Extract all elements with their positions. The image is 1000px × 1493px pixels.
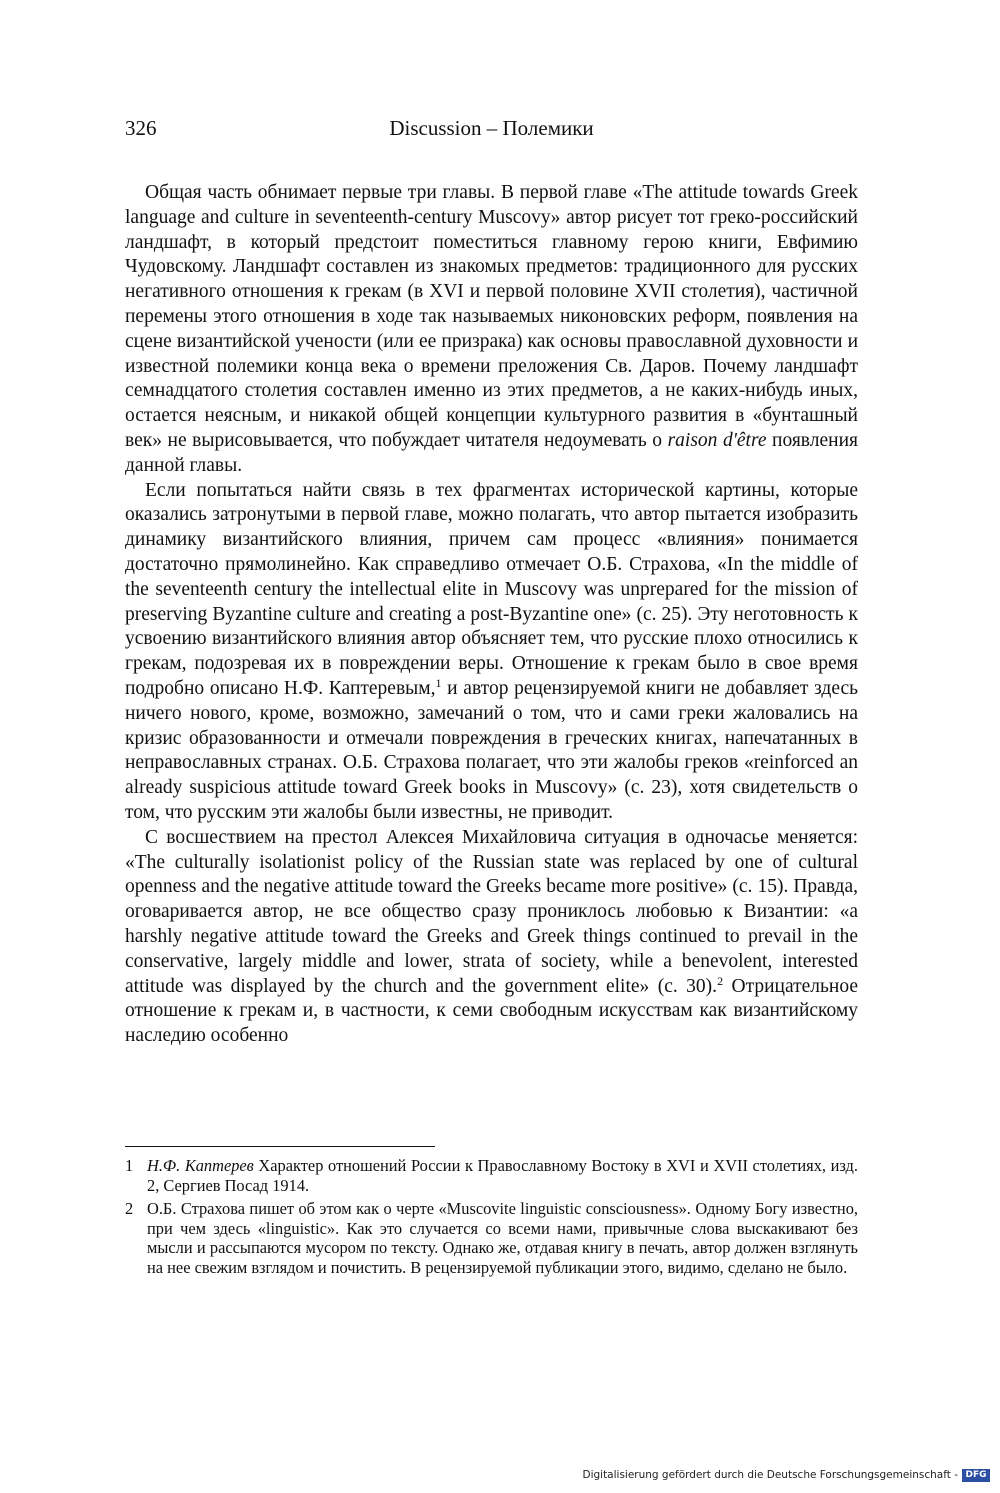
footnote-ref: 1	[435, 675, 442, 690]
italic-text: Н.Ф. Каптерев	[147, 1156, 254, 1175]
text-run: О.Б. Страхова пишет об этом как о черте «Muscovite linguistic consciousness». Одному Богу известно, при чем здесь «linguistic». Как это случается со всеми нами, привычные слова выскакивают без мысли и рассыпаются мусором по тексту. Однако же, отдавая книгу в печать, автор должен взглянуть на нее свежим взглядом и почистить. В рецензируемой публикации этого, видимо, сделано не было.	[147, 1199, 858, 1277]
footnote-2	[125, 1199, 858, 1277]
text-run: и автор рецензируемой книги не добавляет здесь ничего нового, кроме, возможно, замечаний о том, что и сами греки жаловались на кризис образованности и отмечали повреждения в греческих книгах, напечатанных в неправославных странах. О.Б. Страхова полагает, что эти жалобы греков «reinforced an already suspicious attitude toward Greek books in Muscovy» (c. 23), хотя свидетельств о том, что русским эти жалобы были известны, не приводит.	[125, 677, 859, 823]
text-run: С восшествием на престол Алексея Михайловича ситуация в одночасье меняется: «The culturally isolationist policy of the Russian state was replaced by one of cultural openness and the negative attitude toward the Greeks became more positive» (c. 15). Правда, оговаривается автор, не все общество сразу прониклось любовью к Византии: «a harshly negative attitude toward the Greeks and Greek things continued to prevail in the conservative, largely middle and lower, strata of society, while a benevolent, interested attitude was displayed by the church and the government elite» (c. 30).	[125, 826, 858, 997]
paragraph-2	[125, 479, 858, 826]
text-run: Если попытаться найти связь в тех фрагментах исторической картины, которые оказались затронутыми в первой главе, можно полагать, что автор пытается изобразить динамику византийского влияния, причем сам процесс «влияния» понимается достаточно прямолинейно. Как справедливо отмечает О.Б. Страхова, «In the middle of the seventeenth century the intellectual elite in Muscovy was unprepared for the mission of preserving Byzantine culture and creating a post-Byzantine one» (c. 25). Эту неготовность к усвоению византийского влияния автор объясняет тем, что русские плохо относились к грекам, подозревая их в повреждении веры. Отношение к грекам было в свое время подробно описано Н.Ф. Каптеревым,	[125, 479, 858, 699]
footnote-1	[125, 1156, 858, 1195]
attribution-text: Digitalisierung gefördert durch die Deutsche Forschungsgemeinschaft -	[582, 1469, 958, 1481]
body-text	[125, 181, 858, 1049]
footnote-number: 1	[125, 1156, 134, 1175]
footnotes	[125, 1156, 858, 1281]
paragraph-3	[125, 826, 858, 1049]
digitization-attribution	[582, 1469, 990, 1483]
footnote-separator	[125, 1146, 435, 1147]
text-run: Общая часть обнимает первые три главы. В первой главе «The attitude towards Greek language and culture in seventeenth-century Muscovy» автор рисует тот греко-российский ландшафт, в который предстоит поместиться главному герою книги, Евфимию Чудовскому. Ландшафт составлен из знакомых предметов: традиционного для русских негативного отношения к грекам (в XVI и первой половине XVII столетия), частичной перемены этого отношения в ходе так называемых никоновских реформ, появления на сцене византийской учености (или ее призрака) как основы православной духовности и известной полемики конца века о времени преложения Св. Даров. Почему ландшафт семнадцатого столетия составлен именно из этих предметов, а не каких-нибудь иных, остается неясным, и никакой общей концепции культурного развития в «бунташный век» не вырисовывается, что побуждает читателя недоумевать о	[125, 182, 858, 451]
dfg-logo: DFG	[962, 1469, 990, 1482]
footnote-number: 2	[125, 1199, 134, 1218]
footnote-text	[147, 1199, 858, 1277]
page-number: 326	[125, 116, 157, 140]
footnote-ref: 2	[717, 973, 724, 988]
paragraph-1	[125, 181, 858, 479]
page-header	[125, 116, 858, 146]
text-run: Отрицательное отношение к грекам и, в частности, к семи свободным искусствам как византийскому наследию особенно	[125, 975, 858, 1047]
footnote-text	[147, 1156, 858, 1195]
running-title: Discussion – Полемики	[389, 116, 594, 140]
italic-text: raison d'être	[667, 429, 767, 451]
text-run: Характер отношений России к Православному Востоку в XVI и XVII столетиях, изд. 2, Сергиев Посад 1914.	[147, 1156, 858, 1195]
text-run: появления данной главы.	[125, 429, 858, 476]
